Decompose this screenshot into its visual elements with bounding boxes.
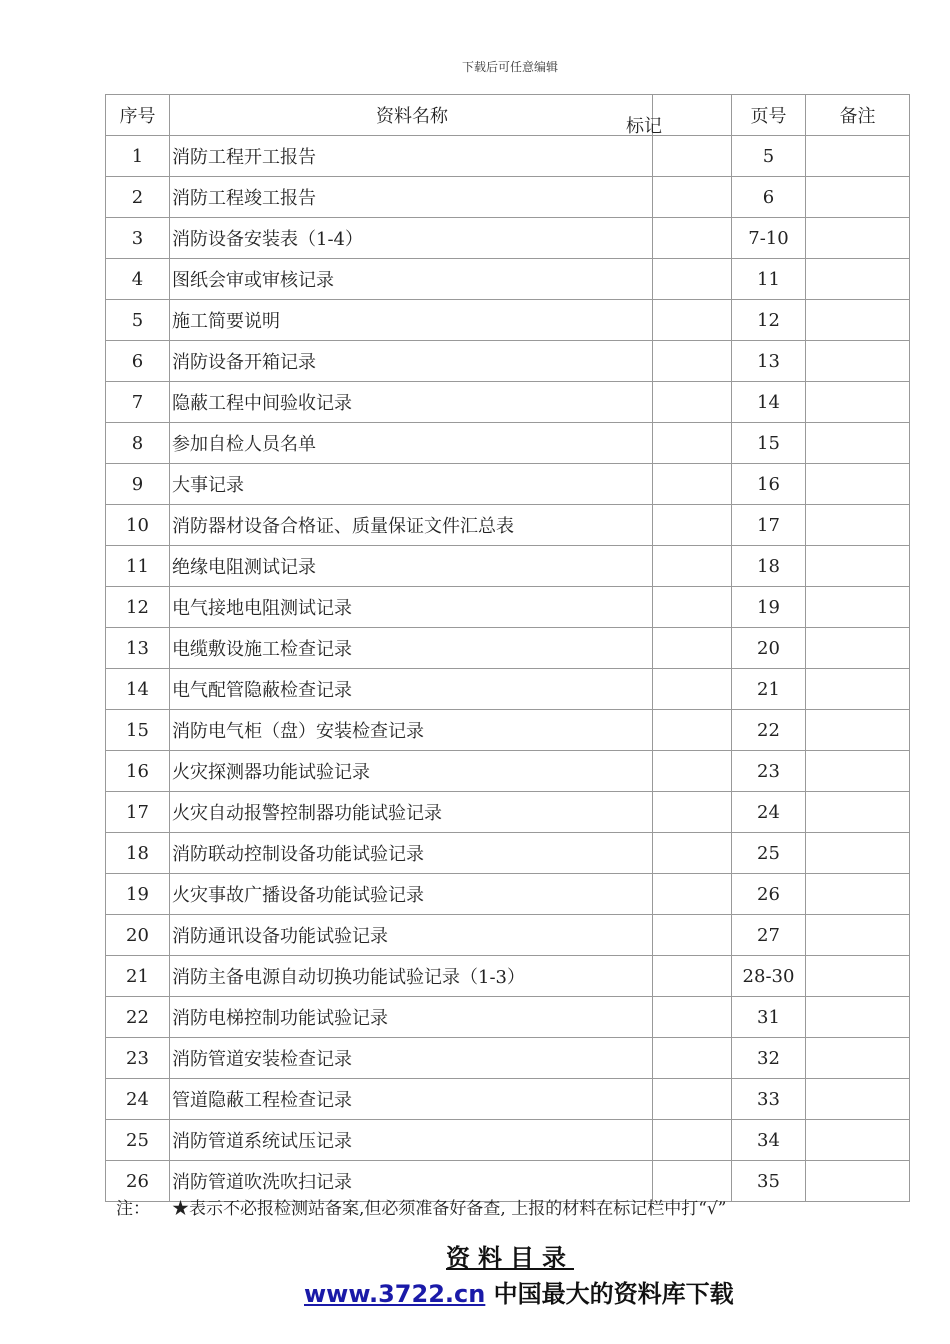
cell-name: 参加自检人员名单	[170, 423, 653, 464]
cell-name: 消防联动控制设备功能试验记录	[170, 833, 653, 874]
cell-name: 消防设备开箱记录	[170, 341, 653, 382]
cell-name: 消防管道系统试压记录	[170, 1120, 653, 1161]
cell-seq: 17	[106, 792, 170, 833]
table-row	[106, 464, 910, 505]
cell-seq: 26	[106, 1161, 170, 1202]
footnote-text: ★表示不必报检测站备案,但必须准备好备查, 上报的材料在标记栏中打“√”	[172, 1199, 727, 1219]
table-row	[106, 505, 910, 546]
table-row	[106, 915, 910, 956]
cell-note	[806, 751, 910, 792]
cell-mark	[653, 710, 732, 751]
cell-note	[806, 628, 910, 669]
cell-name: 施工简要说明	[170, 300, 653, 341]
table-row	[106, 1079, 910, 1120]
cell-page: 6	[732, 177, 806, 218]
cell-name: 消防工程竣工报告	[170, 177, 653, 218]
cell-name: 图纸会审或审核记录	[170, 259, 653, 300]
cell-page: 20	[732, 628, 806, 669]
cell-mark	[653, 341, 732, 382]
cell-mark	[653, 587, 732, 628]
table-row	[106, 177, 910, 218]
table-row	[106, 792, 910, 833]
cell-seq: 23	[106, 1038, 170, 1079]
cell-name: 消防工程开工报告	[170, 136, 653, 177]
table-row	[106, 423, 910, 464]
cell-page: 13	[732, 341, 806, 382]
cell-note	[806, 464, 910, 505]
table-row	[106, 874, 910, 915]
cell-note	[806, 587, 910, 628]
cell-page: 25	[732, 833, 806, 874]
cell-note	[806, 546, 910, 587]
cell-page: 32	[732, 1038, 806, 1079]
cell-mark	[653, 136, 732, 177]
cell-seq: 13	[106, 628, 170, 669]
document-title: 资料目录	[446, 1244, 574, 1272]
column-header-note: 备注	[806, 95, 910, 136]
cell-seq: 14	[106, 669, 170, 710]
cell-seq: 21	[106, 956, 170, 997]
cell-mark	[653, 956, 732, 997]
cell-note	[806, 177, 910, 218]
cell-page: 26	[732, 874, 806, 915]
cell-mark	[653, 1079, 732, 1120]
cell-page: 31	[732, 997, 806, 1038]
cell-seq: 8	[106, 423, 170, 464]
cell-note	[806, 259, 910, 300]
table-row	[106, 1038, 910, 1079]
column-header-name-label: 资料名称	[376, 106, 448, 127]
cell-note	[806, 669, 910, 710]
cell-page: 24	[732, 792, 806, 833]
cell-name: 消防通讯设备功能试验记录	[170, 915, 653, 956]
table-row	[106, 218, 910, 259]
cell-seq: 25	[106, 1120, 170, 1161]
cell-seq: 11	[106, 546, 170, 587]
cell-note	[806, 1079, 910, 1120]
watermark	[304, 1274, 734, 1309]
cell-seq: 7	[106, 382, 170, 423]
cell-note	[806, 833, 910, 874]
cell-page: 28-30	[732, 956, 806, 997]
cell-note	[806, 1038, 910, 1079]
cell-seq: 2	[106, 177, 170, 218]
cell-name: 消防器材设备合格证、质量保证文件汇总表	[170, 505, 653, 546]
cell-mark	[653, 792, 732, 833]
cell-seq: 18	[106, 833, 170, 874]
cell-seq: 22	[106, 997, 170, 1038]
cell-seq: 1	[106, 136, 170, 177]
cell-seq: 20	[106, 915, 170, 956]
cell-note	[806, 956, 910, 997]
cell-page: 23	[732, 751, 806, 792]
cell-page: 15	[732, 423, 806, 464]
cell-page: 22	[732, 710, 806, 751]
table-row	[106, 751, 910, 792]
header-note: 下载后可任意编辑	[461, 60, 558, 74]
cell-mark	[653, 464, 732, 505]
cell-note	[806, 341, 910, 382]
cell-note	[806, 300, 910, 341]
cell-note	[806, 505, 910, 546]
column-header-page: 页号	[732, 95, 806, 136]
cell-mark	[653, 915, 732, 956]
cell-page: 27	[732, 915, 806, 956]
table-row	[106, 997, 910, 1038]
cell-name: 绝缘电阻测试记录	[170, 546, 653, 587]
cell-page: 16	[732, 464, 806, 505]
table-row	[106, 1120, 910, 1161]
table-body	[106, 136, 910, 1202]
cell-note	[806, 423, 910, 464]
cell-mark	[653, 423, 732, 464]
cell-page: 21	[732, 669, 806, 710]
cell-page: 14	[732, 382, 806, 423]
cell-mark	[653, 505, 732, 546]
cell-note	[806, 997, 910, 1038]
table-row	[106, 628, 910, 669]
cell-mark	[653, 382, 732, 423]
column-header-mark: 标记	[626, 116, 662, 137]
cell-mark	[653, 259, 732, 300]
cell-note	[806, 1161, 910, 1202]
table-header-row	[106, 95, 910, 136]
cell-name: 电气配管隐蔽检查记录	[170, 669, 653, 710]
cell-mark	[653, 300, 732, 341]
cell-seq: 10	[106, 505, 170, 546]
cell-note	[806, 136, 910, 177]
cell-note	[806, 792, 910, 833]
table-row	[106, 833, 910, 874]
table-row	[106, 710, 910, 751]
table-row	[106, 587, 910, 628]
table-row	[106, 300, 910, 341]
document-index-table	[105, 94, 910, 1202]
cell-page: 33	[732, 1079, 806, 1120]
cell-note	[806, 218, 910, 259]
cell-name: 消防电气柜（盘）安装检查记录	[170, 710, 653, 751]
table-row	[106, 136, 910, 177]
cell-seq: 4	[106, 259, 170, 300]
column-header-mark-cell	[653, 95, 732, 136]
cell-mark	[653, 218, 732, 259]
cell-seq: 16	[106, 751, 170, 792]
cell-page: 12	[732, 300, 806, 341]
cell-seq: 19	[106, 874, 170, 915]
cell-page: 17	[732, 505, 806, 546]
cell-mark	[653, 546, 732, 587]
cell-page: 11	[732, 259, 806, 300]
cell-page: 34	[732, 1120, 806, 1161]
footnote	[116, 1194, 726, 1219]
cell-mark	[653, 874, 732, 915]
cell-mark	[653, 628, 732, 669]
column-header-seq: 序号	[106, 95, 170, 136]
table-row	[106, 956, 910, 997]
cell-name: 大事记录	[170, 464, 653, 505]
watermark-slogan: 中国最大的资料库下载	[485, 1280, 734, 1308]
cell-name: 火灾探测器功能试验记录	[170, 751, 653, 792]
cell-name: 消防设备安装表（1-4）	[170, 218, 653, 259]
cell-page: 5	[732, 136, 806, 177]
cell-seq: 9	[106, 464, 170, 505]
cell-mark	[653, 1038, 732, 1079]
cell-name: 火灾事故广播设备功能试验记录	[170, 874, 653, 915]
cell-seq: 24	[106, 1079, 170, 1120]
cell-seq: 15	[106, 710, 170, 751]
cell-name: 火灾自动报警控制器功能试验记录	[170, 792, 653, 833]
cell-seq: 5	[106, 300, 170, 341]
footnote-lead: 注：	[116, 1199, 150, 1219]
cell-note	[806, 915, 910, 956]
cell-page: 35	[732, 1161, 806, 1202]
cell-name: 隐蔽工程中间验收记录	[170, 382, 653, 423]
cell-name: 消防管道安装检查记录	[170, 1038, 653, 1079]
cell-seq: 6	[106, 341, 170, 382]
cell-name: 管道隐蔽工程检查记录	[170, 1079, 653, 1120]
cell-mark	[653, 669, 732, 710]
table-row	[106, 546, 910, 587]
cell-name: 电缆敷设施工检查记录	[170, 628, 653, 669]
cell-note	[806, 1120, 910, 1161]
cell-page: 19	[732, 587, 806, 628]
cell-name: 消防电梯控制功能试验记录	[170, 997, 653, 1038]
cell-mark	[653, 833, 732, 874]
column-header-name	[170, 95, 662, 137]
cell-seq: 12	[106, 587, 170, 628]
cell-mark	[653, 751, 732, 792]
table-row	[106, 259, 910, 300]
cell-mark	[653, 177, 732, 218]
cell-page: 7-10	[732, 218, 806, 259]
cell-mark	[653, 997, 732, 1038]
table-row	[106, 341, 910, 382]
watermark-url[interactable]: www.3722.cn	[304, 1280, 486, 1308]
cell-note	[806, 874, 910, 915]
cell-page: 18	[732, 546, 806, 587]
cell-mark	[653, 1120, 732, 1161]
cell-note	[806, 710, 910, 751]
cell-seq: 3	[106, 218, 170, 259]
cell-name: 消防管道吹洗吹扫记录	[170, 1161, 653, 1202]
table-row	[106, 382, 910, 423]
cell-note	[806, 382, 910, 423]
cell-name: 电气接地电阻测试记录	[170, 587, 653, 628]
cell-name: 消防主备电源自动切换功能试验记录（1-3）	[170, 956, 653, 997]
table-row	[106, 669, 910, 710]
